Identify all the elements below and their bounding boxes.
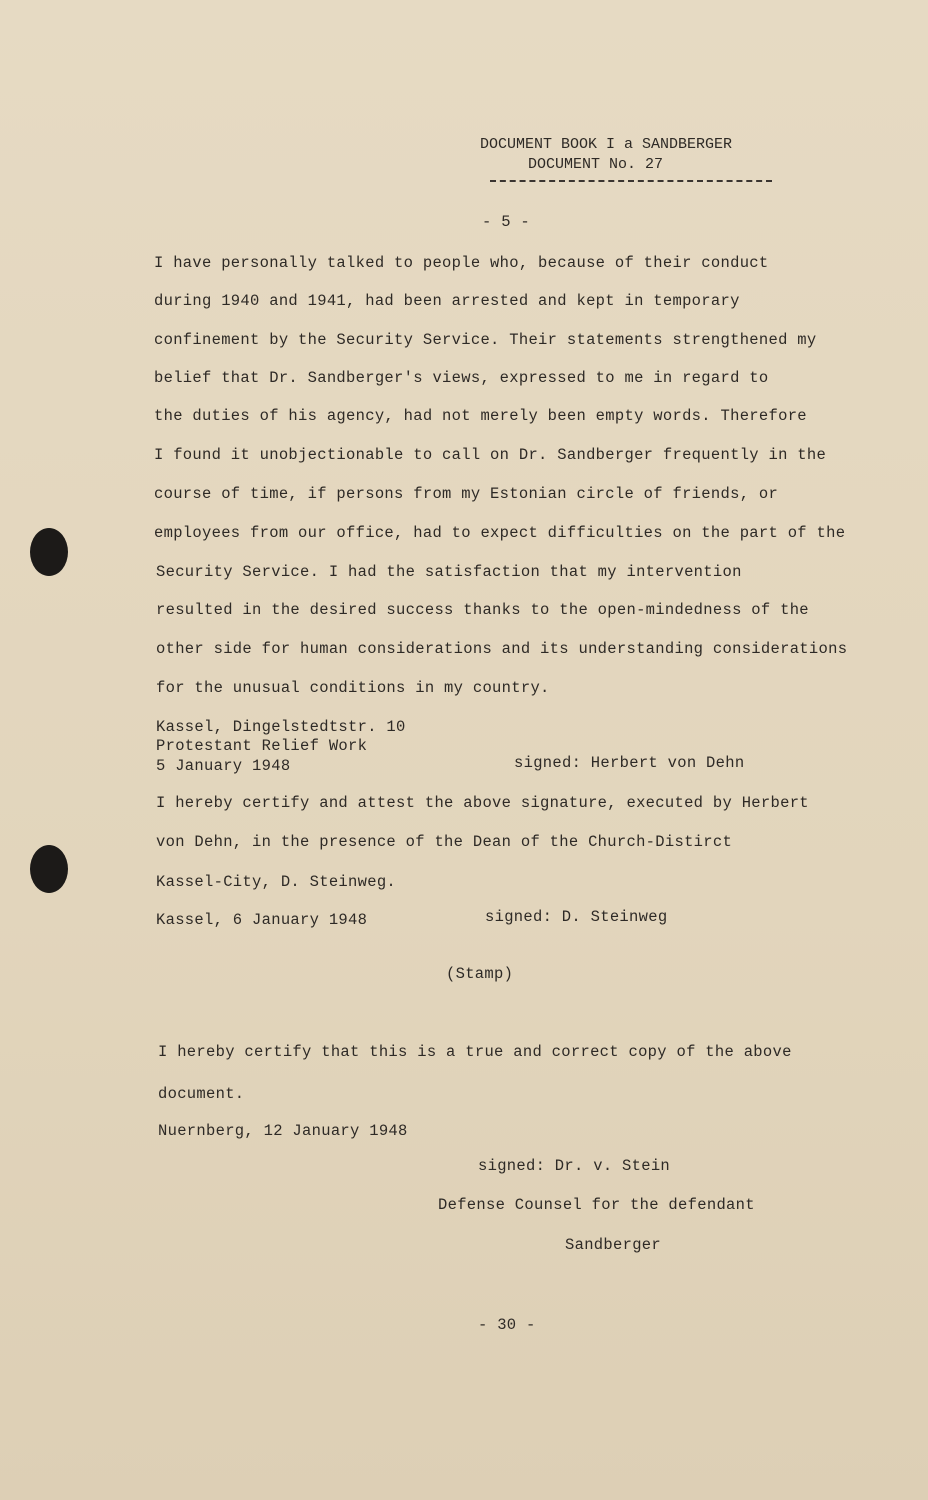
document-book-title: DOCUMENT BOOK I a SANDBERGER	[480, 136, 733, 153]
page-marker-bottom: - 30 -	[478, 1316, 536, 1334]
address-line-1: Kassel, Dingelstedtstr. 10	[156, 718, 406, 736]
punch-hole-upper	[30, 528, 68, 576]
address-line-2: Protestant Relief Work	[156, 737, 368, 755]
cert-line-2: von Dehn, in the presence of the Dean of the Church-Distirct	[156, 833, 733, 851]
body-line-7: course of time, if persons from my Estonian circle of friends, or	[154, 485, 779, 503]
signature-stein: signed: Dr. v. Stein	[478, 1157, 671, 1175]
address-date: 5 January 1948	[156, 757, 291, 775]
body-line-9: Security Service. I had the satisfaction that my intervention	[156, 563, 742, 581]
body-line-8: employees from our office, had to expect difficulties on the part of the	[154, 524, 846, 542]
body-line-1: I have personally talked to people who, because of their conduct	[154, 254, 769, 272]
defense-counsel-title: Defense Counsel for the defendant	[438, 1196, 755, 1214]
punch-hole-lower	[30, 845, 68, 893]
body-line-11: other side for human considerations and its understanding considerations	[156, 640, 848, 658]
signature-dehn: signed: Herbert von Dehn	[514, 754, 745, 772]
header-dashed-rule	[490, 180, 772, 182]
body-line-4: belief that Dr. Sandberger's views, expressed to me in regard to	[154, 369, 769, 387]
body-line-5: the duties of his agency, had not merely been empty words. Therefore	[154, 407, 807, 425]
copy-cert-line-2: document.	[158, 1085, 245, 1103]
cert-line-3: Kassel-City, D. Steinweg.	[156, 873, 397, 891]
cert-place-date: Kassel, 6 January 1948	[156, 911, 368, 929]
cert-line-1: I hereby certify and attest the above signature, executed by Herbert	[156, 794, 809, 812]
copy-place-date: Nuernberg, 12 January 1948	[158, 1122, 408, 1140]
body-line-3: confinement by the Security Service. Their statements strengthened my	[154, 331, 817, 349]
document-number: DOCUMENT No. 27	[528, 156, 664, 173]
body-line-12: for the unusual conditions in my country.	[156, 679, 550, 697]
body-line-2: during 1940 and 1941, had been arrested and kept in temporary	[154, 292, 740, 310]
signature-steinweg: signed: D. Steinweg	[485, 908, 668, 926]
copy-cert-line-1: I hereby certify that this is a true and correct copy of the above	[158, 1043, 792, 1061]
body-line-10: resulted in the desired success thanks to the open-mindedness of the	[156, 601, 809, 619]
stamp-note: (Stamp)	[446, 965, 514, 983]
body-line-6: I found it unobjectionable to call on Dr. Sandberger frequently in the	[154, 446, 827, 464]
page-marker-top: - 5 -	[482, 213, 531, 231]
defendant-name: Sandberger	[565, 1236, 662, 1254]
